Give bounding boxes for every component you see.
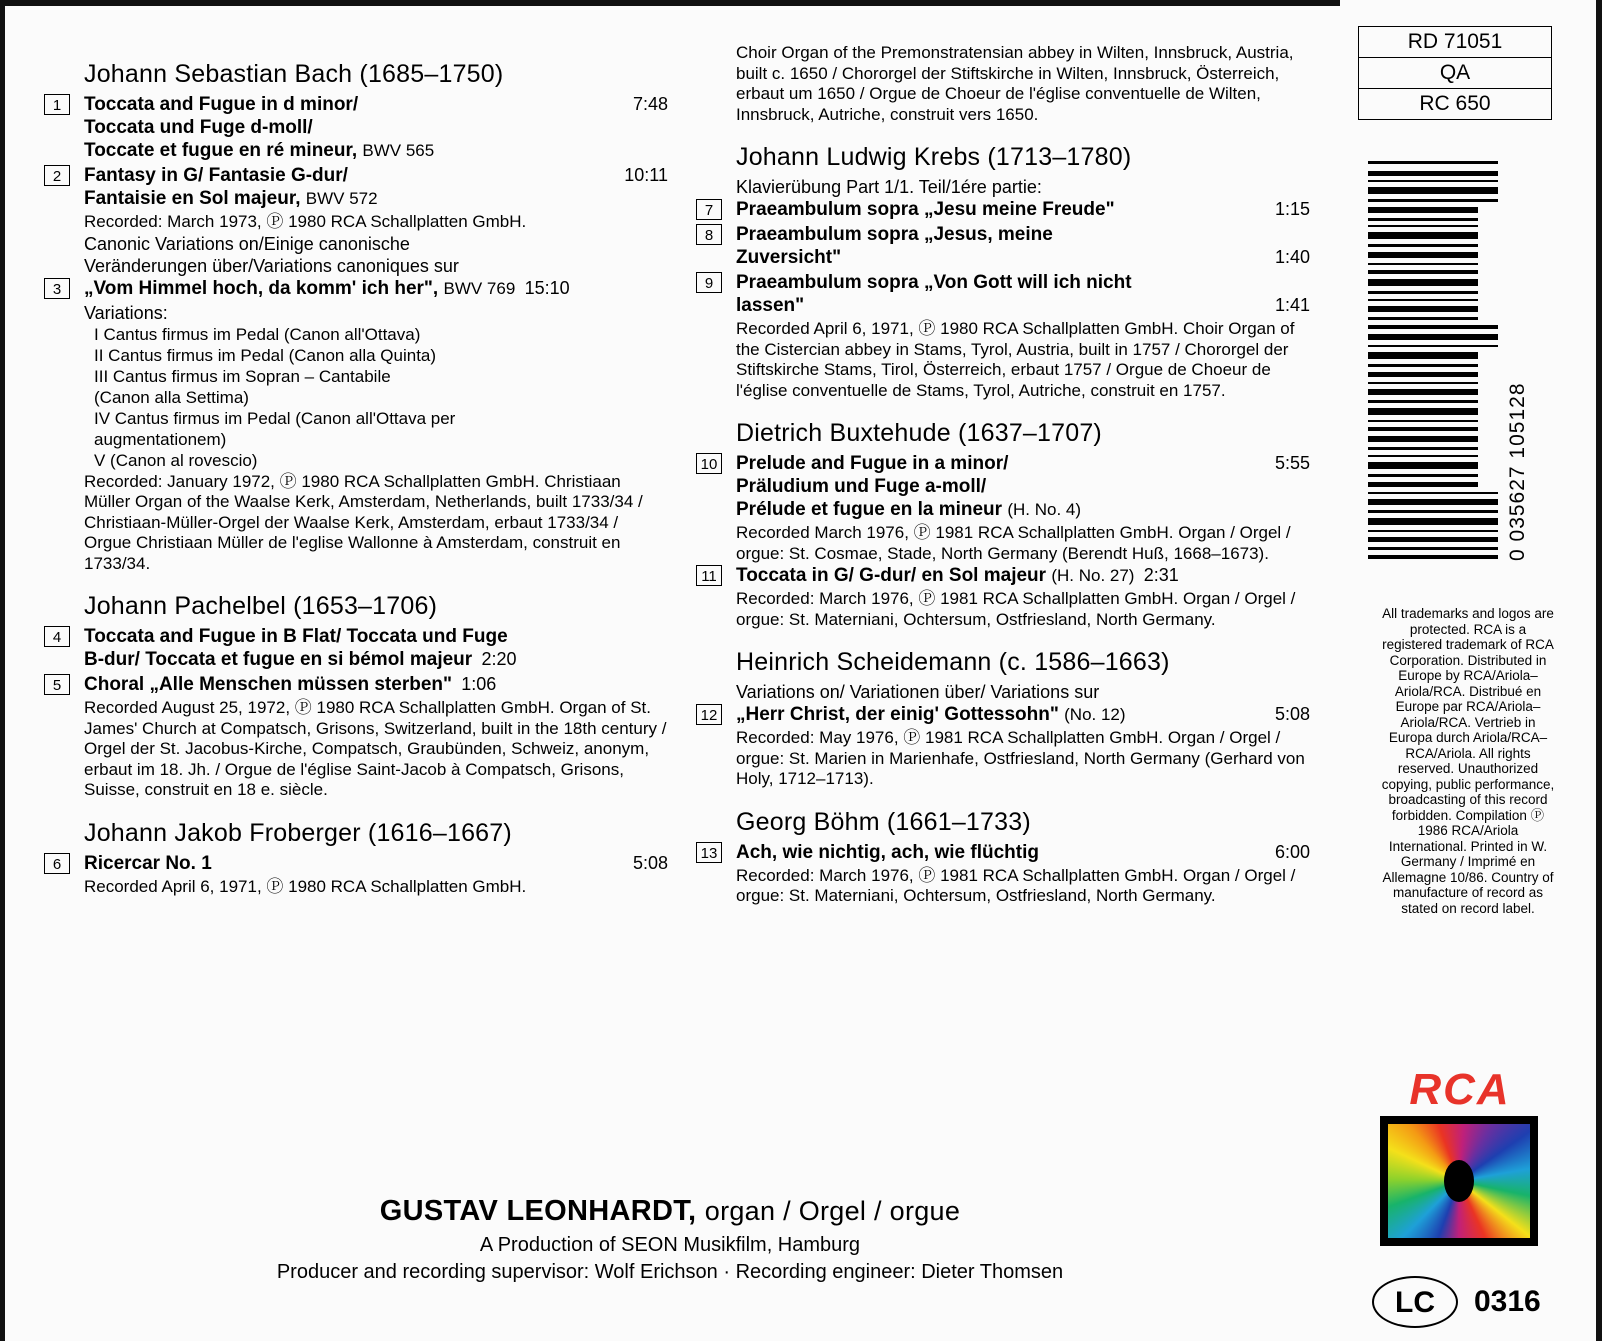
barcode-block xyxy=(1358,161,1558,561)
track-row[interactable] xyxy=(690,271,1310,317)
track-number: 3 xyxy=(44,278,70,299)
track-title-line: Ricercar No. 1 xyxy=(84,852,212,874)
track-title xyxy=(84,674,496,695)
track-title-line: Prelude and Fugue in a minor/ xyxy=(736,453,1009,474)
rca-disc-icon xyxy=(1380,1116,1538,1246)
track-title-line: „Vom Himmel hoch, da komm' ich her", xyxy=(84,277,439,299)
track-title-line: Toccate et fugue en ré mineur, xyxy=(84,140,358,161)
performer-role: organ / Orgel / orgue xyxy=(704,1196,961,1226)
section-subtitle-line: Variations: xyxy=(84,302,168,323)
track-row[interactable] xyxy=(690,841,1310,864)
track-title xyxy=(736,565,1179,586)
track-catalog-ref: BWV 769 xyxy=(443,278,516,298)
track-title-line: Toccata in G/ G-dur/ en Sol majeur xyxy=(736,565,1047,586)
catalogue-line-3: RC 650 xyxy=(1419,92,1491,115)
track-catalog-ref: (H. No. 27) xyxy=(1051,566,1135,585)
legal-text: All trademarks and logos are protected. RCA is a registered trademark of RCA Corporation. Distributed in Europe by RCA/Ariola–Ariola/RCA. Distribué en Europe par RCA/Ariola–Ariola/RCA. Vertrieb in Europa durch Ariola/RCA–RCA/Ariola. All rights reserved. Unauthorized copying, public performance, broadcasting of this record forbidden. Compilation Ⓟ 1986 RCA/Ariola International. Printed in W. Germany / Imprimé en Allemagne 10/86. Country of manufacture of record as stated on record label. xyxy=(1381,606,1555,916)
track-title-line: Toccata and Fugue in d minor/ xyxy=(84,94,359,115)
track-title xyxy=(84,94,434,161)
section-subtitle-line: Klavierübung Part 1/1. Teil/1ére partie: xyxy=(736,177,1042,197)
track-title-line: Toccata und Fuge d-moll/ xyxy=(84,117,313,138)
track-duration: 2:31 xyxy=(1143,565,1179,585)
track-title-line: Praeambulum sopra „Jesus, meine xyxy=(736,224,1053,245)
section-subtitle-line: Veränderungen über/Variations canoniques sur xyxy=(84,255,459,276)
track-duration: 15:10 xyxy=(524,277,570,298)
section-subtitle xyxy=(84,302,668,324)
track-number: 9 xyxy=(696,272,722,293)
scan-edge-left xyxy=(0,0,5,1341)
composer-heading: Heinrich Scheidemann (c. 1586–1663) xyxy=(736,648,1170,676)
scan-edge-right xyxy=(1596,0,1602,1341)
recording-note: Recorded: March 1973, Ⓟ 1980 RCA Schallplatten GmbH. xyxy=(84,212,527,231)
producer-credit: Producer and recording supervisor: Wolf Erichson · Recording engineer: Dieter Thomsen xyxy=(276,1261,1064,1283)
track-row[interactable] xyxy=(690,452,1310,521)
track-catalog-ref: BWV 572 xyxy=(305,189,378,208)
section-subtitle-line: Canonic Variations on/Einige canonische xyxy=(84,233,410,254)
track-row[interactable] xyxy=(690,564,1310,587)
track-catalog-ref: BWV 565 xyxy=(362,141,435,160)
track-title-line: lassen" xyxy=(736,295,805,316)
barcode-digits: 0 035627 105128 xyxy=(1506,382,1529,561)
rca-disc-hole xyxy=(1444,1160,1474,1202)
track-title xyxy=(84,853,212,874)
track-duration: 7:48 xyxy=(632,94,668,114)
track-number: 12 xyxy=(696,704,722,725)
footer xyxy=(0,1195,1340,1284)
track-number: 4 xyxy=(44,626,70,647)
track-title xyxy=(736,199,1115,220)
composer-heading: Dietrich Buxtehude (1637–1707) xyxy=(736,419,1102,447)
track-title xyxy=(84,626,517,670)
track-catalog-ref: (H. No. 4) xyxy=(1007,500,1082,519)
list-item: I Cantus firmus im Pedal (Canon all'Ottava) xyxy=(94,324,421,344)
recording-note: Recorded: March 1976, Ⓟ 1981 RCA Schallplatten GmbH. Organ / Orgel / orgue: St. Materniani, Ochtersum, Ostfriesland, North Germany. xyxy=(736,865,1296,905)
section-subtitle xyxy=(736,176,1310,198)
composer-heading: Johann Pachelbel (1653–1706) xyxy=(84,592,438,620)
recording-note: Recorded March 1976, Ⓟ 1981 RCA Schallplatten GmbH. Organ / Orgel / orgue: St. Cosmae, Stade, North Germany (Berendt Huß, 1668–1673). xyxy=(736,523,1291,563)
track-number: 2 xyxy=(44,165,70,186)
catalogue-numbers xyxy=(1358,26,1552,120)
list-item: II Cantus firmus im Pedal (Canon alla Quinta) xyxy=(94,345,437,365)
section-subtitle xyxy=(84,233,668,277)
track-duration: 1:06 xyxy=(461,674,497,694)
rca-wordmark: RCA xyxy=(1409,1065,1511,1114)
track-number: 8 xyxy=(696,224,722,245)
performer-name: GUSTAV LEONHARDT, xyxy=(379,1195,697,1227)
composer-heading: Johann Jakob Froberger (1616–1667) xyxy=(84,818,512,847)
rca-logo xyxy=(1380,1066,1540,1246)
track-title xyxy=(736,224,1053,268)
track-title xyxy=(736,272,1132,316)
track-number: 7 xyxy=(696,199,722,220)
track-title xyxy=(736,842,1039,863)
list-item: IV Cantus firmus im Pedal (Canon all'Ottava per xyxy=(94,408,456,428)
list-item: V (Canon al rovescio) xyxy=(94,450,258,470)
track-row[interactable] xyxy=(38,93,668,162)
track-title xyxy=(84,165,378,209)
track-row[interactable] xyxy=(38,277,668,300)
track-duration: 5:08 xyxy=(1274,704,1310,724)
track-title xyxy=(736,704,1126,725)
recording-note: Recorded: May 1976, Ⓟ 1981 RCA Schallplatten GmbH. Organ / Orgel / orgue: St. Marien in Marienhafe, Ostfriesland, North Germany (Gerhard von Holy, 1712–1713). xyxy=(736,728,1305,788)
track-title-line: Ach, wie nichtig, ach, wie flüchtig xyxy=(736,841,1039,863)
track-duration: 6:00 xyxy=(1274,841,1310,862)
lc-number: 0316 xyxy=(1474,1285,1541,1318)
list-item: III Cantus firmus im Sopran – Cantabile xyxy=(94,366,391,386)
recording-note: Recorded: March 1976, Ⓟ 1981 RCA Schallplatten GmbH. Organ / Orgel / orgue: St. Materniani, Ochtersum, Ostfriesland, North Germany. xyxy=(736,589,1296,629)
tracklist-middle-column xyxy=(690,42,1310,907)
variations-list xyxy=(94,324,668,471)
track-title-line: Praeambulum sopra „Jesu meine Freude" xyxy=(736,199,1115,220)
tracklist-left-column xyxy=(38,42,668,897)
track-title-line: B-dur/ Toccata et fugue en si bémol majeur xyxy=(84,649,473,670)
track-row[interactable] xyxy=(690,223,1310,269)
composer-heading: Johann Ludwig Krebs (1713–1780) xyxy=(736,143,1132,171)
barcode-icon xyxy=(1368,161,1498,561)
track-duration: 5:08 xyxy=(632,852,668,873)
track-title-line: „Herr Christ, der einig' Gottessohn" xyxy=(736,704,1059,725)
catalogue-line-2: QA xyxy=(1359,58,1551,89)
track-number: 6 xyxy=(44,853,70,874)
lc-label: LC xyxy=(1372,1276,1458,1328)
track-title-line: Fantaisie en Sol majeur, xyxy=(84,188,301,209)
performer-credit xyxy=(0,1195,1340,1228)
composer-heading: Georg Böhm (1661–1733) xyxy=(736,807,1031,836)
track-number: 5 xyxy=(44,674,70,695)
track-duration: 2:20 xyxy=(481,649,517,669)
track-title-line: Zuversicht" xyxy=(736,247,842,268)
catalogue-line-1: RD 71051 xyxy=(1359,27,1551,58)
track-title xyxy=(84,278,570,299)
catalogue-column xyxy=(1350,26,1590,1319)
recording-note: Recorded April 6, 1971, Ⓟ 1980 RCA Schallplatten GmbH. Choir Organ of the Cistercian abbey in Stams, Tyrol, Austria, built in 1757 / Chororgel der Stiftskirche Stams, Tirol, Österreich, erbaut 1757 / Orgue de Choeur de l'église conventuelle de Stams, Tyrol, Autriche, construit en 1757. xyxy=(736,319,1295,400)
track-number: 11 xyxy=(696,565,722,586)
recording-note: Recorded: January 1972, Ⓟ 1980 RCA Schallplatten GmbH. Christiaan Müller Organ of the Waalse Kerk, Amsterdam, Netherlands, built 1733/34 / Christiaan-Müller-Orgel der Waalse Kerk, Amsterdam, erbaut 1733/34 / Orgue Christiaan Müller de l'eglise Wallonne à Amsterdam, construit en 1733/34. xyxy=(84,471,643,573)
track-duration: 1:41 xyxy=(1274,295,1310,315)
track-number: 1 xyxy=(44,94,70,115)
track-title-line: Praeambulum sopra „Von Gott will ich nicht xyxy=(736,272,1132,293)
list-item: augmentationem) xyxy=(94,429,227,449)
track-title-line: Toccata and Fugue in B Flat/ Toccata und Fuge xyxy=(84,626,508,647)
track-row[interactable] xyxy=(38,852,668,875)
list-item: (Canon alla Settima) xyxy=(94,387,249,407)
section-subtitle-line: Variations on/ Variationen über/ Variations sur xyxy=(736,682,1100,702)
lc-code xyxy=(1372,1276,1562,1328)
recording-note: Recorded August 25, 1972, Ⓟ 1980 RCA Schallplatten GmbH. Organ of St. James' Church at Compatsch, Grisons, Switzerland, built in the 18th century / Orgel der St. Jacobus-Kirche, Compatsch, Graubünden, Schweiz, anonym, erbaut im 18. Jh. / Orgue de l'église Saint-Jacob à Compatsch, Grisons, Suisse, construit en 18 e. siècle. xyxy=(84,698,667,799)
track-duration: 10:11 xyxy=(624,165,668,185)
track-duration: 5:55 xyxy=(1274,453,1310,473)
track-number: 13 xyxy=(696,842,722,863)
recording-note: Choir Organ of the Premonstratensian abbey in Wilten, Innsbruck, Austria, built c. 1650 / Chororgel der Stiftskirche in Wilten, Innsbruck, Österreich, erbaut um 1650 / Orgue de Choeur de l'église conventuelle de Wilten, Innsbruck, Autriche, construit vers 1650. xyxy=(736,43,1294,124)
recording-note: Recorded April 6, 1971, Ⓟ 1980 RCA Schallplatten GmbH. xyxy=(84,876,527,896)
track-title xyxy=(736,453,1081,520)
track-row[interactable] xyxy=(38,164,668,210)
track-row[interactable] xyxy=(690,198,1310,221)
track-number: 10 xyxy=(696,453,722,474)
track-duration: 1:15 xyxy=(1274,199,1310,219)
track-row[interactable] xyxy=(38,673,668,696)
section-subtitle xyxy=(736,681,1310,703)
production-credit: A Production of SEON Musikfilm, Hamburg xyxy=(479,1234,861,1256)
track-title-line: Choral „Alle Menschen müssen sterben" xyxy=(84,674,452,695)
track-duration: 1:40 xyxy=(1274,247,1310,267)
composer-heading: Johann Sebastian Bach (1685–1750) xyxy=(84,60,504,88)
track-title-line: Präludium und Fuge a-moll/ xyxy=(736,476,987,497)
scan-edge-top xyxy=(0,0,1340,6)
track-title-line: Fantasy in G/ Fantasie G-dur/ xyxy=(84,165,348,186)
track-row[interactable] xyxy=(38,625,668,671)
track-row[interactable] xyxy=(690,703,1310,726)
track-catalog-ref: (No. 12) xyxy=(1064,705,1126,724)
track-title-line: Prélude et fugue en la mineur xyxy=(736,499,1003,520)
